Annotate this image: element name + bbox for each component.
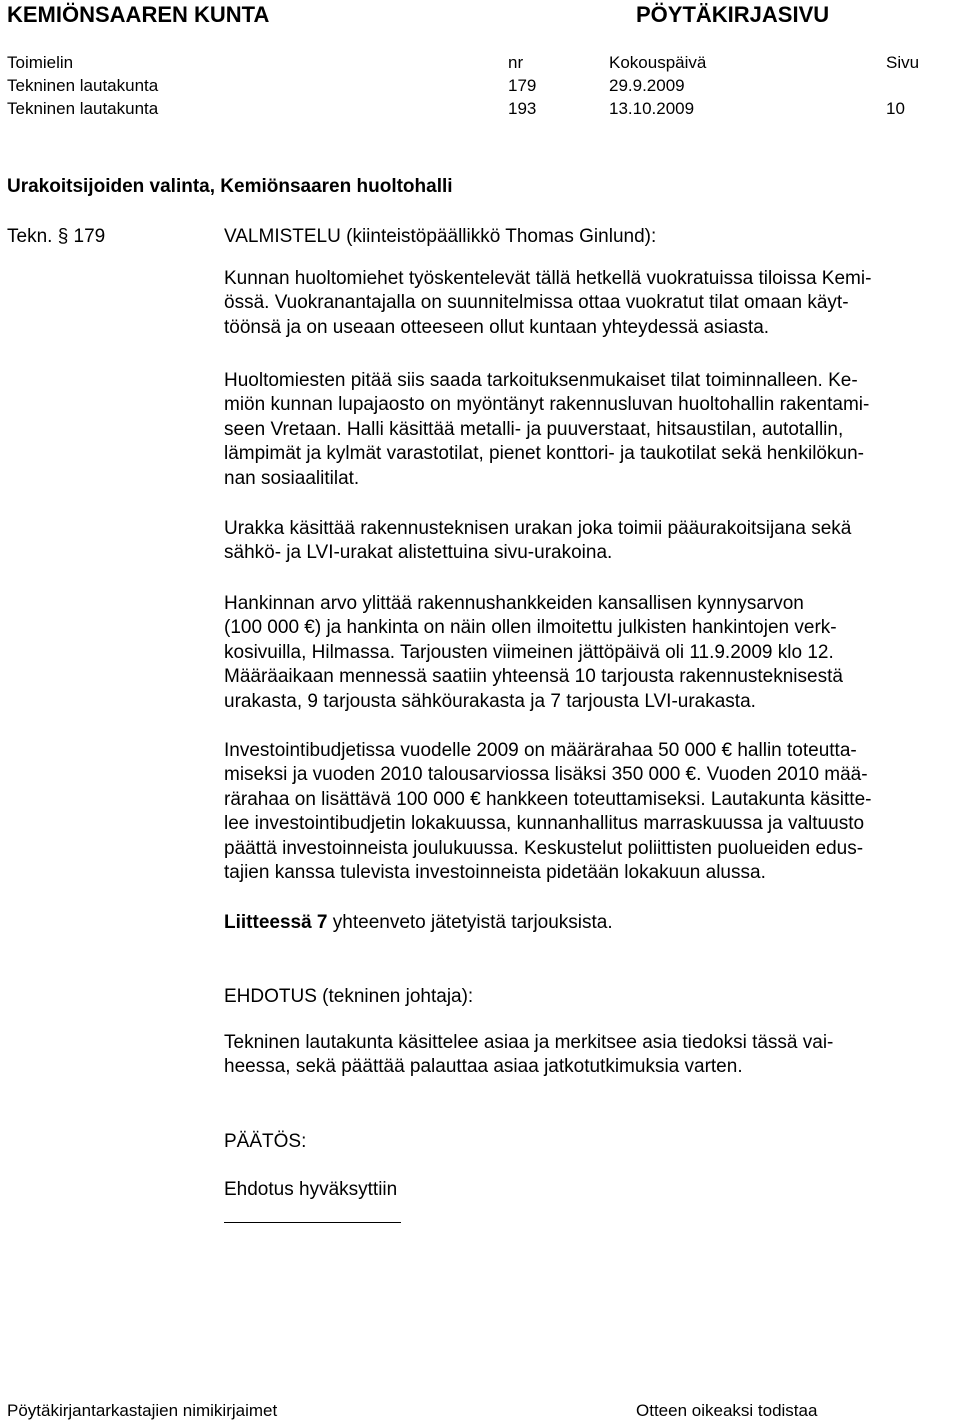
meta-row-2-nr: 193 [508, 99, 537, 118]
section-title: Urakoitsijoiden valinta, Kemiönsaaren huoltohalli [7, 176, 453, 197]
organization-name: KEMIÖNSAAREN KUNTA [7, 2, 270, 27]
paragraph-line: heessa, sekä päättää palauttaa asiaa jatkotutkimuksia varten. [224, 1056, 743, 1078]
meta-row-2-page: 10 [886, 99, 905, 118]
paragraph-line: nan sosiaalitilat. [224, 467, 360, 489]
decision-heading: PÄÄTÖS: [224, 1131, 307, 1152]
paragraph-line: seen Vretaan. Halli käsittää metalli- ja puuverstaat, hitsaustilan, autotallin, [224, 418, 844, 440]
col-header-body: Toimielin [7, 53, 74, 72]
footer-initials-label: Pöytäkirjantarkastajien nimikirjaimet [7, 1401, 278, 1420]
paragraph-2 [224, 369, 936, 491]
paragraph-line: Urakka käsittää rakennusteknisen urakan joka toimii pääurakoitsijana sekä [224, 518, 852, 539]
paragraph-line: (100 000 €) ja hankinta on näin ollen ilmoitettu julkisten hankintojen verk- [224, 617, 837, 639]
paragraph-line: lämpimät ja kylmät varastotilat, pienet konttori- ja taukotilat sekä henkilökun- [224, 443, 864, 465]
paragraph-line: miön kunnan lupajaosto on myöntänyt rakennusluvan huoltohallin rakentami- [224, 394, 870, 416]
document-type: PÖYTÄKIRJASIVU [636, 2, 830, 27]
footer-certification-label: Otteen oikeaksi todistaa [636, 1401, 818, 1420]
paragraph-line: Tekninen lautakunta käsittelee asiaa ja merkitsee asia tiedoksi tässä vai- [224, 1032, 834, 1053]
paragraph-1 [224, 267, 936, 340]
paragraph-line: lee investointibudjetin lokakuussa, kunnanhallitus marraskuussa ja valtuusto [224, 813, 865, 835]
col-header-date: Kokouspäivä [609, 53, 707, 72]
paragraph-4 [224, 592, 936, 714]
meta-row-2-date: 13.10.2009 [609, 99, 695, 118]
paragraph-line: Investointibudjetissa vuodelle 2009 on määrärahaa 50 000 € hallin toteutta- [224, 740, 857, 761]
paragraph-line: Hankinnan arvo ylittää rakennushankkeiden kansallisen kynnysarvon [224, 593, 804, 614]
paragraph-line: össä. Vuokranantajalla on suunnitelmissa ottaa vuokratut tilat omaan käyt- [224, 292, 849, 314]
paragraph-line: Huoltomiesten pitää siis saada tarkoituksenmukaiset tilat toiminnalleen. Ke- [224, 370, 858, 391]
col-header-page: Sivu [886, 53, 920, 72]
paragraph-3 [224, 517, 936, 566]
paragraph-line: sähkö- ja LVI-urakat alistettuina sivu-urakoina. [224, 542, 613, 564]
attachment-reference: Liitteessä 7 [224, 912, 328, 933]
section-reference [7, 226, 105, 248]
paragraph-line: tajien kanssa tulevista investoinneista pidetään lokakuun alussa. [224, 862, 766, 884]
paragraph-line: Määräaikaan mennessä saatiin yhteensä 10 tarjousta rakennusteknisestä [224, 666, 843, 688]
meta-row-2-body: Tekninen lautakunta [7, 99, 159, 118]
attachment-note [224, 911, 936, 935]
reference-number: § 179 [57, 226, 106, 247]
meta-row-1-date: 29.9.2009 [609, 76, 685, 95]
decision-text: Ehdotus hyväksyttiin [224, 1179, 398, 1200]
signature-line [224, 1222, 401, 1223]
attachment-text: yhteenveto jätetyistä tarjouksista. [327, 912, 613, 933]
paragraph-line: miseksi ja vuoden 2010 talousarviossa lisäksi 350 000 €. Vuoden 2010 mää- [224, 764, 868, 786]
proposal-heading: EHDOTUS (tekninen johtaja): [224, 986, 474, 1007]
paragraph-line: rärahaa on lisättävä 100 000 € hankkeen toteuttamiseksi. Lautakunta käsitte- [224, 788, 872, 810]
preparation-heading: VALMISTELU (kiinteistöpäällikkö Thomas Ginlund): [224, 226, 657, 247]
paragraph-line: kosivuilla, Hilmassa. Tarjousten viimeinen jättöpäivä oli 11.9.2009 klo 12. [224, 641, 834, 663]
paragraph-5 [224, 739, 936, 885]
meta-row-1-body: Tekninen lautakunta [7, 76, 159, 95]
reference-prefix: Tekn. [7, 226, 53, 247]
proposal-text [224, 1031, 936, 1080]
paragraph-line: Kunnan huoltomiehet työskentelevät tällä hetkellä vuokratuissa tiloissa Kemi- [224, 268, 872, 289]
paragraph-line: urakasta, 9 tarjousta sähköurakasta ja 7 tarjousta LVI-urakasta. [224, 690, 756, 712]
meta-row-1-nr: 179 [508, 76, 537, 95]
col-header-nr: nr [508, 53, 524, 72]
paragraph-line: päättä investoinneista joulukuussa. Keskustelut poliittisten puolueiden edus- [224, 837, 864, 859]
paragraph-line: töönsä ja on useaan otteeseen ollut kuntaan yhteydessä asiasta. [224, 316, 770, 338]
